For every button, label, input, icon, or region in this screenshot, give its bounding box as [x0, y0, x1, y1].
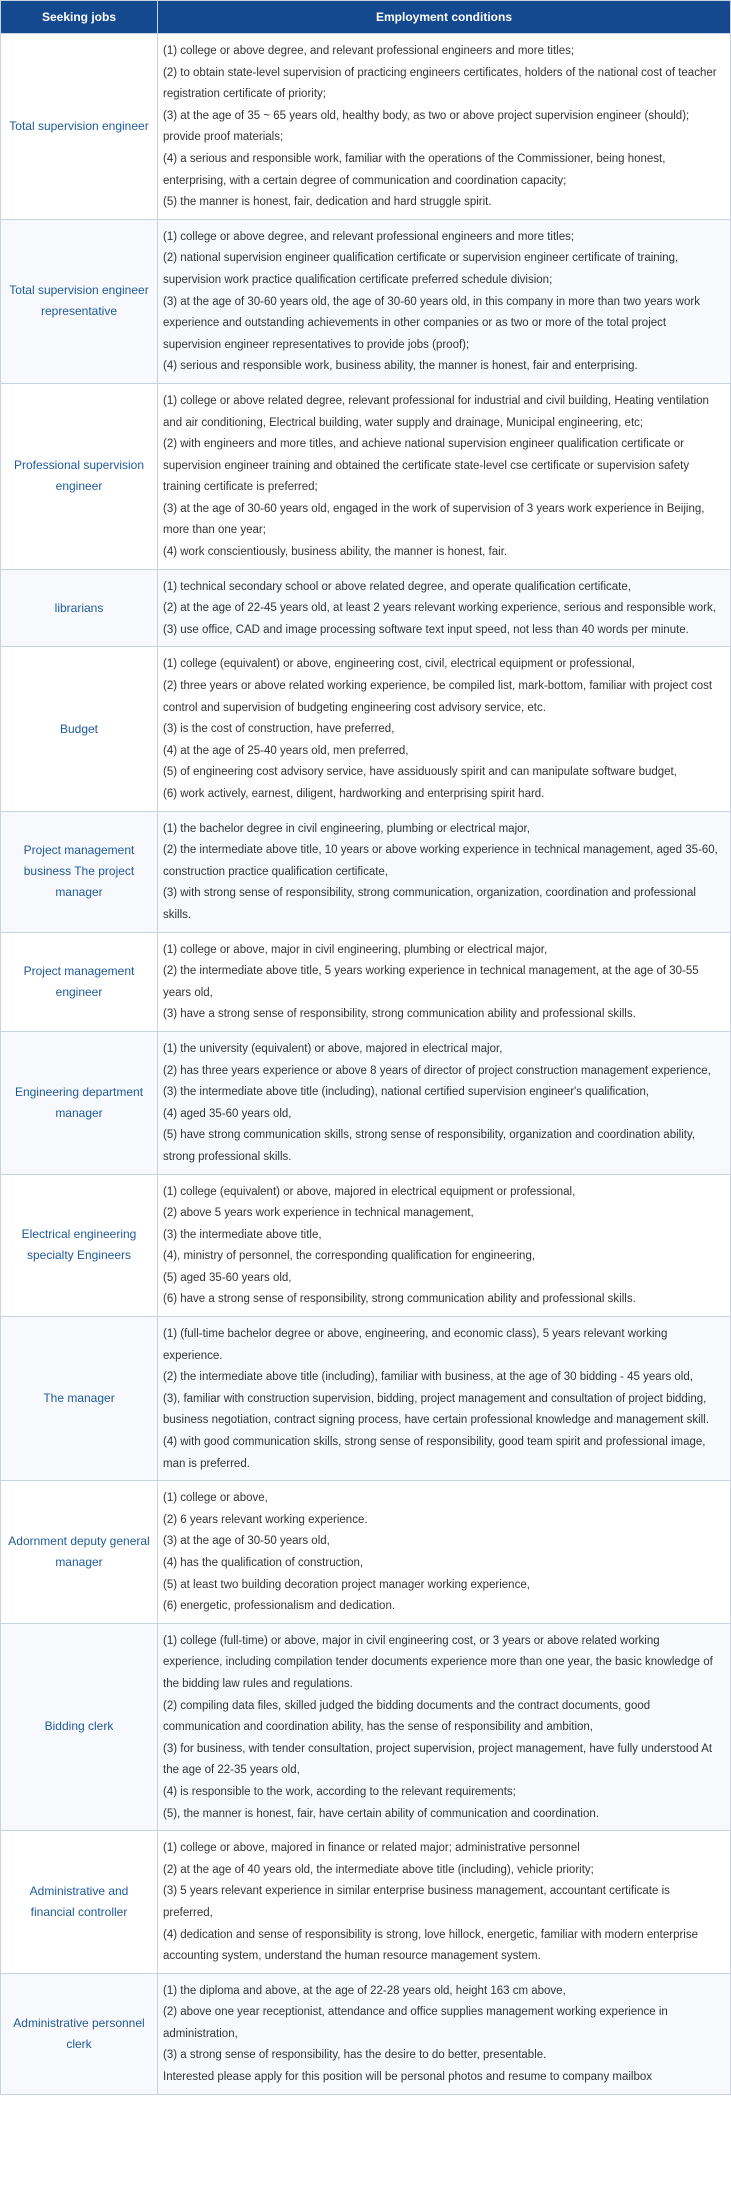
table-body — [1, 34, 731, 2095]
condition-line: (1) college (equivalent) or above, engineering cost, civil, electrical equipment or professional, — [163, 658, 635, 671]
job-title-cell: Project management business The project manager — [1, 811, 158, 932]
job-title-cell: The manager — [1, 1317, 158, 1481]
conditions-cell — [158, 647, 731, 811]
job-title-cell: librarians — [1, 569, 158, 647]
condition-line: (1) college or above related degree, relevant professional for industrial and civil building, Heating ventilation and air conditioning, Electrical building, water supply and drainage, Municipal engineering, etc; — [163, 394, 709, 429]
condition-line: (1) (full-time bachelor degree or above, engineering, and economic class), 5 years relevant working experience. — [163, 1328, 668, 1362]
job-title-cell: Total supervision engineer — [1, 34, 158, 220]
table-row — [1, 647, 731, 811]
job-title-cell: Total supervision engineer representative — [1, 219, 158, 383]
condition-line: (5) aged 35-60 years old, — [163, 1271, 292, 1284]
conditions-cell — [158, 1317, 731, 1481]
condition-line: (3) at the age of 30-60 years old, engaged in the work of supervision of 3 years work experience in Beijing, more than one year; — [163, 502, 705, 537]
condition-line: (4) is responsible to the work, according to the relevant requirements; — [163, 1785, 516, 1798]
job-title-cell: Professional supervision engineer — [1, 383, 158, 569]
condition-line: (2) above one year receptionist, attendance and office supplies management working experience in administration, — [163, 2006, 668, 2040]
table-row — [1, 1481, 731, 1624]
job-title-cell: Project management engineer — [1, 932, 158, 1031]
condition-line: (2) national supervision engineer qualification certificate or supervision engineer certificate of training, supervision work practice qualification certificate preferred schedule division; — [163, 252, 679, 286]
conditions-cell — [158, 1973, 731, 2094]
condition-line: (2) has three years experience or above 8 years of director of project construction management experience, — [163, 1064, 711, 1077]
condition-line: (1) college (full-time) or above, major in civil engineering cost, or 3 years or above related working experience, including compilation tender documents experience more than one year, the basic knowledge of the bidding law rules and regulations. — [163, 1634, 713, 1690]
condition-line: (4) has the qualification of construction, — [163, 1557, 364, 1569]
condition-line: (1) college or above, major in civil engineering, plumbing or electrical major, — [163, 943, 548, 956]
job-title-cell: Electrical engineering specialty Engineers — [1, 1174, 158, 1317]
condition-line: Interested please apply for this position will be personal photos and resume to company mailbox — [163, 2071, 653, 2084]
table-row — [1, 569, 731, 647]
conditions-cell — [158, 383, 731, 569]
condition-line: (4) work conscientiously, business ability, the manner is honest, fair. — [163, 546, 508, 559]
condition-line: (3) at the age of 30-60 years old, the age of 30-60 years old, in this company in more than two years work experience and outstanding achievements in other companies or as two or more of the total project supervision engineer representatives to provide jobs (proof); — [163, 295, 700, 351]
condition-line: (1) college (equivalent) or above, majored in electrical equipment or professional, — [163, 1185, 576, 1198]
condition-line: (1) college or above, majored in finance or related major; administrative personnel — [163, 1842, 580, 1855]
header-seeking-jobs: Seeking jobs — [1, 1, 158, 34]
conditions-cell — [158, 1174, 731, 1317]
header-row — [1, 1, 731, 34]
condition-line: (4) a serious and responsible work, familiar with the operations of the Commissioner, being honest, enterprising, with a certain degree of communication and coordination capacity; — [163, 152, 666, 187]
condition-line: (5) have strong communication skills, strong sense of responsibility, organization and coordination ability, strong professional skills. — [163, 1129, 696, 1163]
condition-line: (1) the university (equivalent) or above, majored in electrical major, — [163, 1042, 503, 1055]
table-row — [1, 1973, 731, 2094]
condition-line: (3) at the age of 35 ~ 65 years old, healthy body, as two or above project supervision engineer (should); provide proof materials; — [163, 109, 690, 144]
condition-line: (3) for business, with tender consultation, project supervision, project management, have fully understood At the age of 22-35 years old, — [163, 1742, 713, 1777]
condition-line: (4) at the age of 25-40 years old, men preferred, — [163, 744, 409, 757]
condition-line: (3) have a strong sense of responsibility, strong communication ability and professional skills. — [163, 1008, 636, 1021]
table-row — [1, 932, 731, 1031]
conditions-cell — [158, 1831, 731, 1974]
condition-line: (4) aged 35-60 years old, — [163, 1107, 292, 1120]
condition-line: (2) above 5 years work experience in technical management, — [163, 1207, 474, 1220]
table-row — [1, 34, 731, 220]
condition-line: (3) 5 years relevant experience in similar enterprise business management, accountant certificate is preferred, — [163, 1885, 670, 1919]
condition-line: (2) compiling data files, skilled judged the bidding documents and the contract documents, good communication and coordination ability, has the sense of responsibility and ambition, — [163, 1699, 651, 1734]
job-title-cell: Bidding clerk — [1, 1623, 158, 1830]
job-title-cell: Administrative personnel clerk — [1, 1973, 158, 2094]
table-header — [1, 1, 731, 34]
condition-line: (2) to obtain state-level supervision of practicing engineers certificates, holders of the national cost of teacher registration certificate of priority; — [163, 66, 717, 101]
condition-line: (4) dedication and sense of responsibility is strong, love hillock, energetic, familiar with modern enterprise accounting system, understand the human resource management system. — [163, 1928, 699, 1963]
condition-line: (6) work actively, earnest, diligent, hardworking and enterprising spirit hard. — [163, 788, 545, 800]
conditions-cell — [158, 932, 731, 1031]
condition-line: (2) at the age of 22-45 years old, at least 2 years relevant working experience, serious and responsible work, — [163, 602, 716, 615]
condition-line: (3) is the cost of construction, have preferred, — [163, 723, 395, 736]
table-row — [1, 1831, 731, 1974]
condition-line: (4) with good communication skills, strong sense of responsibility, good team spirit and professional image, man is preferred. — [163, 1436, 706, 1470]
condition-line: (3) use office, CAD and image processing software text input speed, not less than 40 words per minute. — [163, 623, 689, 636]
table-row — [1, 1623, 731, 1830]
table-row — [1, 1031, 731, 1174]
header-employment-conditions: Employment conditions — [158, 1, 731, 34]
job-title-cell: Adornment deputy general manager — [1, 1481, 158, 1624]
condition-line: (1) college or above, — [163, 1492, 268, 1505]
condition-line: (1) technical secondary school or above related degree, and operate qualification certificate, — [163, 580, 631, 593]
condition-line: (3) at the age of 30-50 years old, — [163, 1535, 330, 1548]
condition-line: (4), ministry of personnel, the corresponding qualification for engineering, — [163, 1250, 536, 1263]
condition-line: (5), the manner is honest, fair, have certain ability of communication and coordination. — [163, 1807, 599, 1820]
table-row — [1, 219, 731, 383]
job-title-cell: Engineering department manager — [1, 1031, 158, 1174]
table-row — [1, 1317, 731, 1481]
conditions-cell — [158, 1031, 731, 1174]
table-row — [1, 383, 731, 569]
conditions-cell — [158, 34, 731, 220]
table-row — [1, 1174, 731, 1317]
condition-line: (3) the intermediate above title (including), national certified supervision engineer's qualification, — [163, 1086, 650, 1099]
job-title-cell: Administrative and financial controller — [1, 1831, 158, 1974]
condition-line: (2) the intermediate above title, 5 years working experience in technical management, at the age of 30-55 years old, — [163, 965, 699, 999]
condition-line: (5) of engineering cost advisory service, have assiduously spirit and can manipulate software budget, — [163, 766, 677, 779]
condition-line: (1) the diploma and above, at the age of 22-28 years old, height 163 cm above, — [163, 1984, 566, 1997]
conditions-cell — [158, 569, 731, 647]
condition-line: (2) with engineers and more titles, and achieve national supervision engineer qualification certificate or supervision engineer training and obtained the certificate state-level cse certificate or supervision safety training certificate is preferred; — [163, 438, 690, 494]
condition-line: (5) at least two building decoration project manager working experience, — [163, 1578, 530, 1591]
table-row — [1, 811, 731, 932]
conditions-cell — [158, 219, 731, 383]
condition-line: (6) energetic, professionalism and dedication. — [163, 1600, 396, 1613]
conditions-cell — [158, 1623, 731, 1830]
condition-line: (1) the bachelor degree in civil engineering, plumbing or electrical major, — [163, 822, 530, 835]
job-title-cell: Budget — [1, 647, 158, 811]
conditions-cell — [158, 811, 731, 932]
condition-line: (3) a strong sense of responsibility, has the desire to do better, presentable. — [163, 2049, 547, 2062]
condition-line: (1) college or above degree, and relevant professional engineers and more titles; — [163, 45, 575, 57]
condition-line: (2) 6 years relevant working experience. — [163, 1513, 368, 1526]
condition-line: (1) college or above degree, and relevant professional engineers and more titles; — [163, 230, 575, 243]
condition-line: (4) serious and responsible work, business ability, the manner is honest, fair and enterprising. — [163, 360, 638, 373]
condition-line: (3), familiar with construction supervision, bidding, project management and consultation of project bidding, business negotiation, contract signing process, have certain professional knowledge and management skill. — [163, 1392, 709, 1427]
conditions-cell — [158, 1481, 731, 1624]
condition-line: (3) the intermediate above title, — [163, 1228, 322, 1241]
condition-line: (2) at the age of 40 years old, the intermediate above title (including), vehicle priority; — [163, 1863, 594, 1876]
condition-line: (2) the intermediate above title, 10 years or above working experience in technical management, aged 35-60, construction practice qualification certificate, — [163, 844, 718, 878]
condition-line: (6) have a strong sense of responsibility, strong communication ability and professional skills. — [163, 1293, 636, 1306]
condition-line: (2) three years or above related working experience, be compiled list, mark-bottom, familiar with project cost control and supervision of budgeting engineering cost advisory service, etc. — [163, 680, 713, 714]
condition-line: (5) the manner is honest, fair, dedication and hard struggle spirit. — [163, 196, 492, 209]
condition-line: (2) the intermediate above title (including), familiar with business, at the age of 30 bidding - 45 years old, — [163, 1371, 693, 1384]
condition-line: (3) with strong sense of responsibility, strong communication, organization, coordination and professional skills. — [163, 887, 696, 921]
